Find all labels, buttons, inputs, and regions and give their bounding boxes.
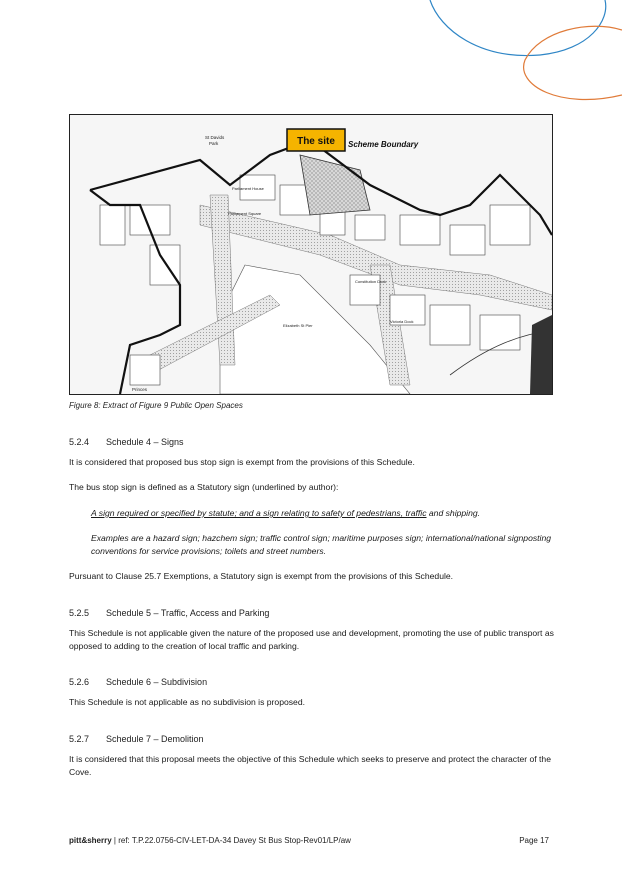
section-title: Schedule 7 – Demolition <box>106 734 204 744</box>
map-label-park: Park <box>209 141 219 146</box>
section-heading-5-2-7 <box>69 734 204 744</box>
map-drawing <box>70 115 552 394</box>
map-label-elizabeth-pier: Elizabeth St Pier <box>283 323 313 328</box>
paragraph-statutory-definition: The bus stop sign is defined as a Statutory sign (underlined by author): <box>69 482 339 492</box>
section-title: Schedule 6 – Subdivision <box>106 677 208 687</box>
quote-underlined-text: A sign required or specified by statute; and a sign relating to safety of pedestrians, traffic <box>91 508 427 518</box>
scheme-boundary-label: Scheme Boundary <box>348 140 419 149</box>
section-title: Schedule 5 – Traffic, Access and Parking <box>106 608 270 618</box>
map-label-constitution-dock: Constitution Dock <box>355 279 387 284</box>
section-title: Schedule 4 – Signs <box>106 437 184 447</box>
site-label: The site <box>297 136 335 147</box>
page-number: Page 17 <box>519 836 549 845</box>
map-label-parliament-square: Parliament Square <box>228 211 262 216</box>
paragraph-demolition-objective: It is considered that this proposal meets the objective of this Schedule which seeks to preserve and protect the character of the Cove. <box>69 754 551 777</box>
quote-rest-text: and shipping. <box>426 508 481 518</box>
map-label-st-davids: St Davids <box>205 135 225 140</box>
quote-sign-examples: Examples are a hazard sign; hazchem sign; traffic control sign; maritime purposes sign; international/national signposting conventions for service provisions; toilets and street numbers. <box>91 533 552 556</box>
map-label-parliament-house: Parliament House <box>232 186 264 191</box>
section-number: 5.2.7 <box>69 734 90 744</box>
map-label-victoria-dock: Victoria Dock <box>390 319 414 324</box>
figure-caption: Figure 8: Extract of Figure 9 Public Open Spaces <box>69 401 243 410</box>
section-number: 5.2.5 <box>69 608 90 618</box>
paragraph-signs-exempt: It is considered that proposed bus stop sign is exempt from the provisions of this Schedule. <box>69 457 415 467</box>
site-map-figure <box>69 114 553 395</box>
decorative-curves <box>0 0 622 120</box>
page-footer <box>69 836 549 845</box>
section-heading-5-2-6 <box>69 677 207 687</box>
paragraph-subdivision-not-applicable: This Schedule is not applicable as no subdivision is proposed. <box>69 697 305 707</box>
footer-reference: | ref: T.P.22.0756-CIV-LET-DA-34 Davey St Bus Stop-Rev01/LP/aw <box>111 836 351 845</box>
paragraph-clause-exemption: Pursuant to Clause 25.7 Exemptions, a Statutory sign is exempt from the provisions of this Schedule. <box>69 571 454 581</box>
section-number: 5.2.4 <box>69 437 90 447</box>
section-heading-5-2-4 <box>69 437 184 447</box>
footer-brand: pitt&sherry <box>69 836 112 845</box>
map-label-princes: Princes <box>132 387 148 392</box>
paragraph-traffic-not-applicable: This Schedule is not applicable given the nature of the proposed use and development, promoting the use of public transport as opposed to adding to the creation of local traffic and parking. <box>69 628 554 651</box>
quote-statutory-sign-definition <box>91 507 561 520</box>
orange-curve <box>524 26 622 99</box>
section-number: 5.2.6 <box>69 677 90 687</box>
section-heading-5-2-5 <box>69 608 269 618</box>
